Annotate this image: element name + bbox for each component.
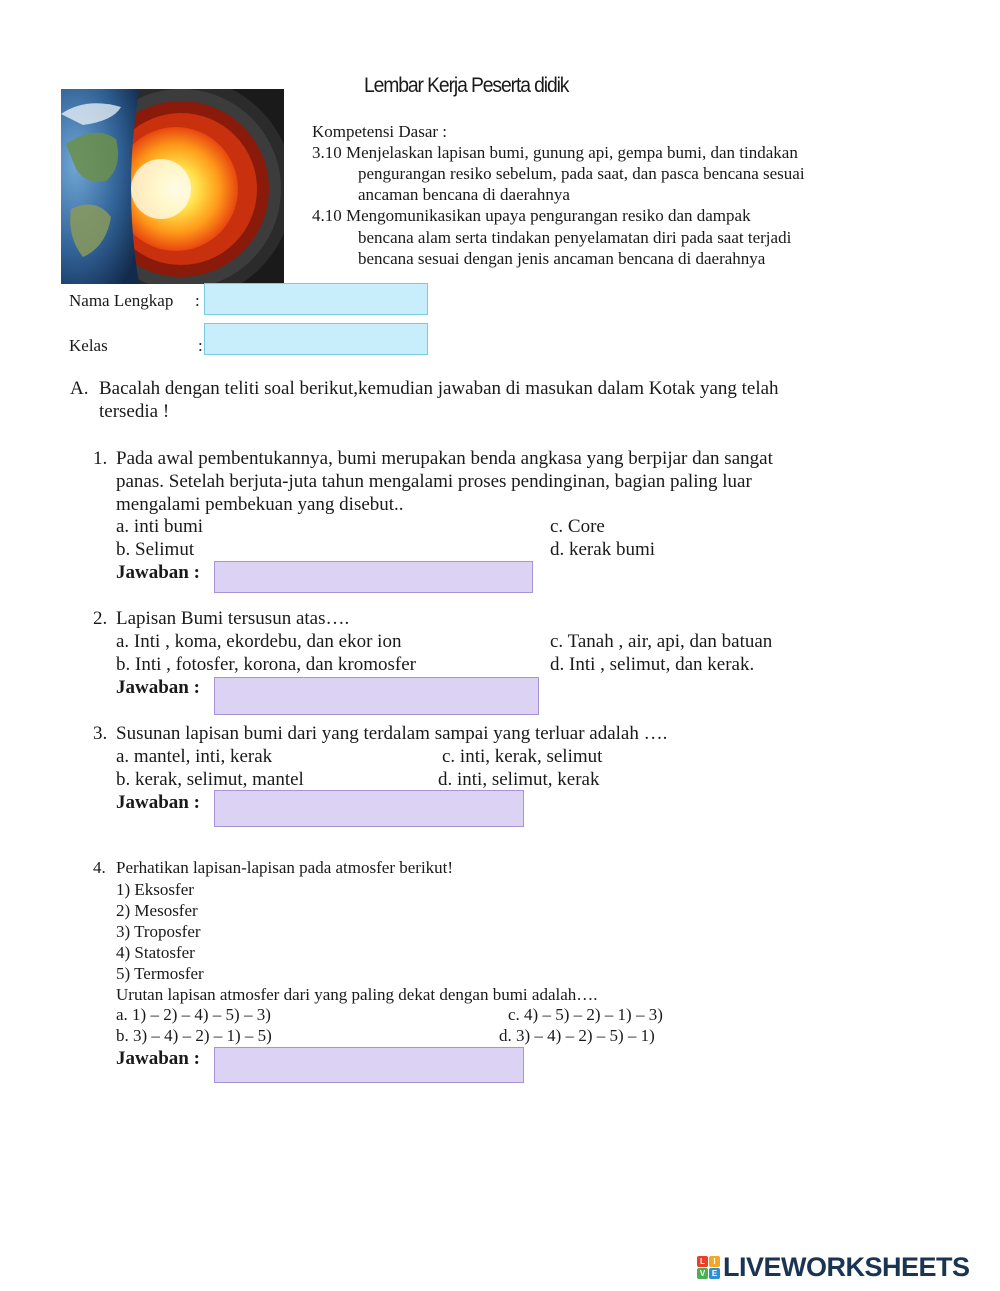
q1-text-line-3: mengalami pembekuan yang disebut.. [116, 494, 404, 515]
q1-option-b: b. Selimut [116, 539, 195, 560]
logo-letter-l: L [697, 1256, 708, 1267]
q4-list-item-3: 3) Troposfer [116, 922, 201, 941]
q1-option-d: d. kerak bumi [550, 539, 656, 560]
kompetensi-3-10-line-1: 3.10 Menjelaskan lapisan bumi, gunung api, gempa bumi, dan tindakan [312, 143, 798, 162]
earth-cross-section-icon [61, 89, 284, 284]
page-title: Lembar Kerja Peserta didik [364, 74, 569, 97]
liveworksheets-logo[interactable] [697, 1252, 970, 1283]
q4-text-line-1: Perhatikan lapisan-lapisan pada atmosfer berikut! [116, 858, 454, 877]
q2-option-b: b. Inti , fotosfer, korona, dan kromosfer [116, 654, 416, 675]
q3-number: 3. [93, 723, 108, 744]
q3-option-c: c. inti, kerak, selimut [442, 746, 603, 767]
q1-option-a: a. inti bumi [116, 516, 204, 537]
liveworksheets-icon [697, 1256, 720, 1279]
q2-option-c: c. Tanah , air, api, dan batuan [550, 631, 773, 652]
q4-list-item-4: 4) Statosfer [116, 943, 195, 962]
logo-letter-v: V [697, 1268, 708, 1279]
logo-letter-i: I [709, 1256, 720, 1267]
logo-wordmark: LIVEWORKSHEETS [723, 1252, 970, 1282]
q4-answer-label: Jawaban : [116, 1048, 200, 1069]
q4-list-item-5: 5) Termosfer [116, 964, 204, 983]
kompetensi-3-10-line-3: ancaman bencana di daerahnya [358, 185, 570, 204]
q2-number: 2. [93, 608, 108, 629]
q2-option-d: d. Inti , selimut, dan kerak. [550, 654, 755, 675]
kompetensi-4-10-line-3: bencana sesuai dengan jenis ancaman bencana di daerahnya [358, 249, 766, 268]
q4-option-b: b. 3) – 4) – 2) – 1) – 5) [116, 1026, 272, 1045]
class-input[interactable] [204, 323, 428, 355]
q1-option-c: c. Core [550, 516, 605, 537]
logo-letter-e: E [709, 1268, 720, 1279]
q4-answer-input[interactable] [214, 1047, 524, 1083]
q3-option-d: d. inti, selimut, kerak [438, 769, 600, 790]
name-label: Nama Lengkap [69, 291, 174, 310]
kompetensi-heading: Kompetensi Dasar : [312, 122, 448, 141]
q4-list-item-1: 1) Eksosfer [116, 880, 194, 899]
kompetensi-4-10-line-1: 4.10 Mengomunikasikan upaya pengurangan resiko dan dampak [312, 206, 751, 225]
section-instruction-line-1: Bacalah dengan teliti soal berikut,kemudian jawaban di masukan dalam Kotak yang telah [99, 378, 779, 399]
name-input[interactable] [204, 283, 428, 315]
earth-layers-image [61, 89, 284, 284]
name-colon: : [195, 291, 200, 310]
section-instruction-line-2: tersedia ! [99, 401, 170, 422]
q3-answer-label: Jawaban : [116, 792, 200, 813]
class-colon: : [198, 336, 203, 355]
q2-answer-input[interactable] [214, 677, 539, 715]
q3-option-b: b. kerak, selimut, mantel [116, 769, 304, 790]
kompetensi-3-10-line-2: pengurangan resiko sebelum, pada saat, dan pasca bencana sesuai [358, 164, 805, 183]
section-letter: A. [70, 378, 89, 399]
q4-list-item-2: 2) Mesosfer [116, 901, 198, 920]
q1-text-line-1: Pada awal pembentukannya, bumi merupakan benda angkasa yang berpijar dan sangat [116, 448, 773, 469]
q2-answer-label: Jawaban : [116, 677, 200, 698]
class-label: Kelas [69, 336, 108, 355]
q1-answer-input[interactable] [214, 561, 533, 593]
q3-text-line-1: Susunan lapisan bumi dari yang terdalam sampai yang terluar adalah …. [116, 723, 668, 744]
q4-number: 4. [93, 858, 106, 877]
kompetensi-4-10-line-2: bencana alam serta tindakan penyelamatan diri pada saat terjadi [358, 228, 792, 247]
q1-number: 1. [93, 448, 108, 469]
q2-option-a: a. Inti , koma, ekordebu, dan ekor ion [116, 631, 402, 652]
q1-text-line-2: panas. Setelah berjuta-juta tahun mengalami proses pendinginan, bagian paling luar [116, 471, 752, 492]
q4-prompt: Urutan lapisan atmosfer dari yang paling dekat dengan bumi adalah…. [116, 985, 598, 1004]
q4-option-d: d. 3) – 4) – 2) – 5) – 1) [499, 1026, 655, 1045]
q4-option-c: c. 4) – 5) – 2) – 1) – 3) [508, 1005, 663, 1024]
q2-text-line-1: Lapisan Bumi tersusun atas…. [116, 608, 350, 629]
q4-option-a: a. 1) – 2) – 4) – 5) – 3) [116, 1005, 271, 1024]
q3-option-a: a. mantel, inti, kerak [116, 746, 273, 767]
q1-answer-label: Jawaban : [116, 562, 200, 583]
q3-answer-input[interactable] [214, 790, 524, 827]
